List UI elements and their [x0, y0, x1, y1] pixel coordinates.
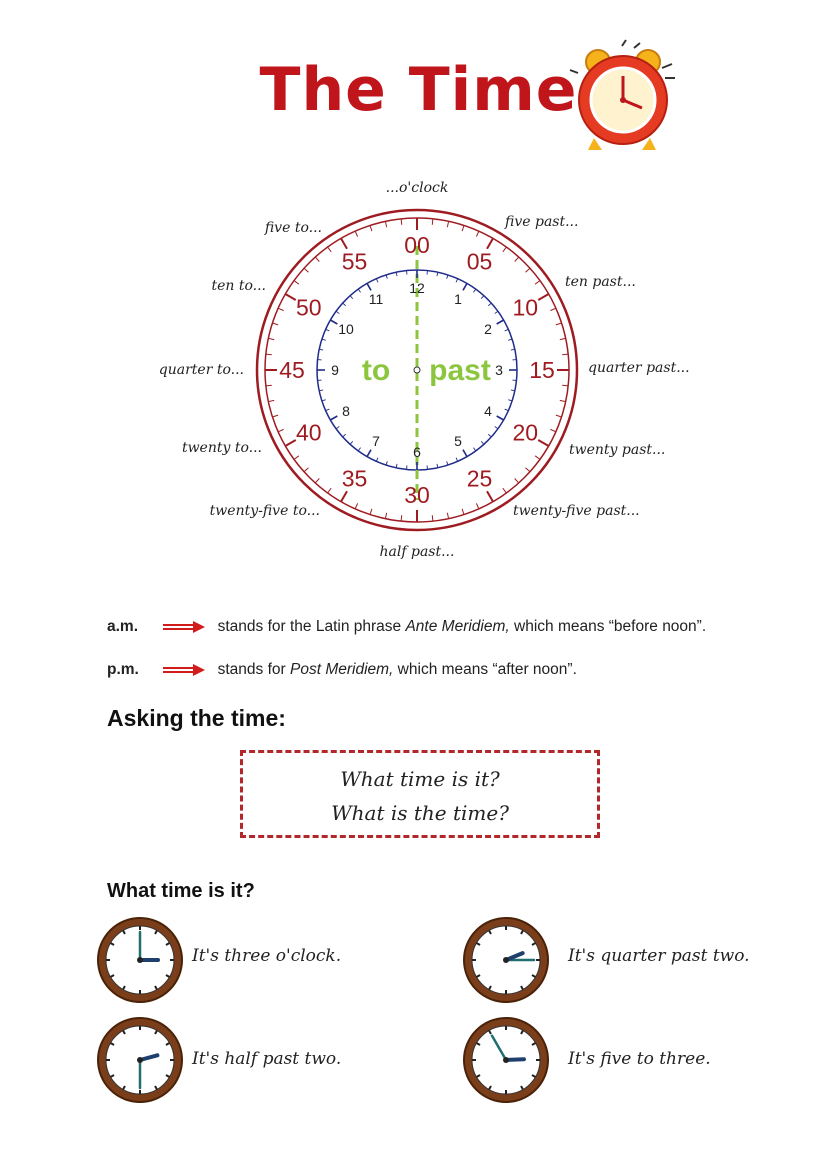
hour-ring-tick	[322, 339, 326, 340]
minute-mark: 10	[512, 294, 539, 321]
hour-number: 1	[454, 290, 462, 307]
minute-tick	[401, 515, 402, 521]
minute-tick	[515, 257, 519, 261]
minute-tick	[432, 219, 433, 225]
hour-ring-tick	[336, 426, 339, 428]
minute-tick	[294, 456, 299, 460]
minute-tick	[285, 440, 295, 446]
pm-definition	[107, 661, 577, 679]
example-text: It's quarter past two.	[568, 946, 750, 966]
minute-tick	[447, 221, 448, 227]
minute-mark: 05	[466, 248, 493, 275]
minute-tick	[560, 338, 566, 339]
hour-ring-tick	[447, 461, 448, 465]
minute-mark: 40	[295, 419, 322, 446]
hour-ring-tick	[456, 279, 458, 283]
pm-pre: stands for	[217, 661, 290, 678]
minute-tick	[304, 468, 308, 472]
minute-tick	[432, 515, 433, 521]
minute-tick	[328, 488, 332, 493]
hour-number: 8	[342, 403, 350, 419]
minute-mark: 55	[341, 248, 368, 275]
label-twenty-five-past: twenty-five past...	[513, 503, 640, 519]
am-definition	[107, 618, 706, 636]
hour-number: 3	[495, 362, 503, 378]
hour-ring-tick	[505, 409, 509, 411]
asking-heading: Asking the time:	[107, 705, 286, 731]
minute-tick	[385, 221, 386, 227]
minute-tick	[370, 225, 372, 231]
label-oclock: ...o'clock	[385, 180, 449, 196]
arrow-right-icon	[161, 664, 205, 676]
hour-ring-tick	[326, 329, 330, 331]
minute-tick	[304, 268, 308, 272]
am-phrase: Ante Meridiem,	[405, 618, 510, 635]
minute-tick	[341, 491, 347, 501]
hour-number: 7	[372, 433, 380, 450]
hour-ring-tick	[473, 448, 475, 451]
minute-tick	[525, 468, 529, 472]
hour-ring-tick	[505, 329, 509, 331]
hour-ring-tick	[367, 450, 371, 457]
hour-number: 9	[331, 362, 339, 378]
hour-ring-tick	[386, 461, 387, 465]
example-text: It's five to three.	[568, 1049, 711, 1069]
label-twenty-five-to: twenty-five to...	[209, 503, 320, 519]
minute-tick	[476, 231, 478, 236]
example-text: It's three o'clock.	[192, 946, 342, 966]
examples-heading: What time is it?	[107, 880, 255, 902]
hour-ring-tick	[358, 289, 360, 292]
minute-tick	[315, 257, 319, 261]
hour-ring-tick	[326, 409, 330, 411]
minute-tick	[487, 491, 493, 501]
hour-number: 4	[484, 403, 492, 419]
minute-tick	[294, 281, 299, 285]
hour-ring-tick	[343, 434, 346, 437]
minute-tick	[355, 503, 357, 508]
hour-number: 6	[413, 444, 421, 460]
minute-tick	[550, 429, 555, 431]
minute-tick	[266, 385, 272, 386]
label-quarter-to: quarter to...	[158, 362, 244, 378]
minute-tick	[562, 385, 568, 386]
minute-tick	[278, 429, 283, 431]
minute-tick	[447, 513, 448, 519]
arrow-right-icon	[161, 621, 205, 633]
hour-ring-tick	[481, 441, 484, 444]
hour-ring-tick	[463, 283, 467, 290]
hour-ring-tick	[343, 303, 346, 306]
minute-tick	[370, 509, 372, 515]
hour-ring-tick	[473, 289, 475, 292]
minute-tick	[341, 238, 347, 248]
minute-tick	[385, 513, 386, 519]
hour-ring-tick	[456, 458, 458, 462]
label-ten-past: ten past...	[565, 274, 636, 290]
hour-ring-tick	[376, 279, 378, 283]
clock-icon	[96, 916, 184, 1004]
hour-number: 12	[409, 280, 425, 296]
minute-mark: 45	[279, 357, 305, 383]
clock-icon	[462, 1016, 550, 1104]
hour-ring-tick	[358, 448, 360, 451]
minute-tick	[355, 231, 357, 236]
pm-post: which means “after noon”.	[393, 661, 577, 678]
minute-tick	[268, 338, 274, 339]
label-twenty-to: twenty to...	[181, 440, 262, 456]
minute-tick	[462, 225, 464, 231]
minute-tick	[401, 219, 402, 225]
minute-mark: 50	[295, 294, 322, 321]
hour-ring-tick	[488, 303, 491, 306]
hour-ring-tick	[386, 275, 387, 279]
minute-tick	[272, 323, 278, 325]
hour-ring-tick	[495, 311, 498, 313]
minute-tick	[556, 415, 562, 417]
minute-mark: 00	[404, 232, 430, 258]
minute-tick	[476, 503, 478, 508]
hour-ring-tick	[508, 400, 512, 401]
clock-center	[137, 957, 143, 963]
hour-ring-tick	[376, 458, 378, 462]
minute-tick	[535, 456, 540, 460]
minute-tick	[550, 308, 555, 310]
pm-phrase: Post Meridiem,	[290, 661, 394, 678]
hour-ring-tick	[322, 400, 326, 401]
question-1: What time is it?	[340, 767, 500, 791]
hour-number: 11	[368, 290, 384, 307]
label-five-to: five to...	[264, 220, 322, 236]
minute-tick	[315, 478, 319, 482]
example-text: It's half past two.	[192, 1049, 342, 1069]
hour-ring-tick	[447, 275, 448, 279]
question-2: What is the time?	[331, 801, 509, 825]
label-twenty-past: twenty past...	[569, 442, 666, 458]
minute-mark: 35	[341, 465, 368, 492]
hour-ring-tick	[508, 339, 512, 340]
minute-tick	[328, 247, 332, 252]
minute-tick	[535, 281, 540, 285]
hour-ring-tick	[488, 434, 491, 437]
minute-tick	[285, 294, 295, 300]
to-word: to	[361, 354, 391, 387]
hour-ring-tick	[336, 311, 339, 313]
minute-tick	[560, 400, 566, 401]
minute-tick	[487, 238, 493, 248]
label-five-past: five past...	[505, 214, 579, 230]
am-term: a.m.	[107, 618, 139, 635]
minute-mark: 25	[466, 465, 493, 492]
pm-term: p.m.	[107, 661, 139, 678]
minute-tick	[278, 308, 283, 310]
minute-tick	[515, 478, 519, 482]
am-post: which means “before noon”.	[509, 618, 707, 635]
minute-mark: 30	[404, 482, 430, 508]
minute-tick	[562, 354, 568, 355]
clock-center	[503, 957, 509, 963]
clock-center	[137, 1057, 143, 1063]
minute-mark: 15	[529, 357, 555, 383]
minute-tick	[272, 415, 278, 417]
hour-ring-tick	[463, 450, 467, 457]
minute-tick	[538, 294, 548, 300]
hour-ring-tick	[350, 441, 353, 444]
minute-tick	[538, 440, 548, 446]
past-word: past	[429, 354, 491, 387]
clock-icon	[462, 916, 550, 1004]
hour-ring-tick	[497, 320, 504, 324]
hour-ring-tick	[481, 296, 484, 299]
hour-ring-tick	[495, 426, 498, 428]
question-box	[240, 750, 600, 838]
label-quarter-past: quarter past...	[588, 360, 690, 376]
page-title: The Time	[259, 55, 578, 125]
minute-tick	[503, 247, 507, 252]
label-half-past: half past...	[379, 544, 455, 560]
minute-mark: 20	[512, 419, 539, 446]
clock-icon	[96, 1016, 184, 1104]
hour-number: 10	[338, 321, 354, 337]
hour-number: 5	[454, 433, 462, 450]
clock-center	[503, 1057, 509, 1063]
minute-tick	[556, 323, 562, 325]
minute-tick	[525, 268, 529, 272]
hour-ring-tick	[330, 416, 337, 420]
hour-ring-tick	[330, 320, 337, 324]
hour-ring-tick	[367, 283, 371, 290]
minute-tick	[266, 354, 272, 355]
am-pre: stands for the Latin phrase	[217, 618, 406, 635]
hour-number: 2	[484, 321, 492, 337]
hour-ring-tick	[497, 416, 504, 420]
label-ten-to: ten to...	[211, 278, 266, 294]
minute-tick	[503, 488, 507, 493]
minute-tick	[462, 509, 464, 515]
minute-tick	[268, 400, 274, 401]
hour-ring-tick	[350, 296, 353, 299]
